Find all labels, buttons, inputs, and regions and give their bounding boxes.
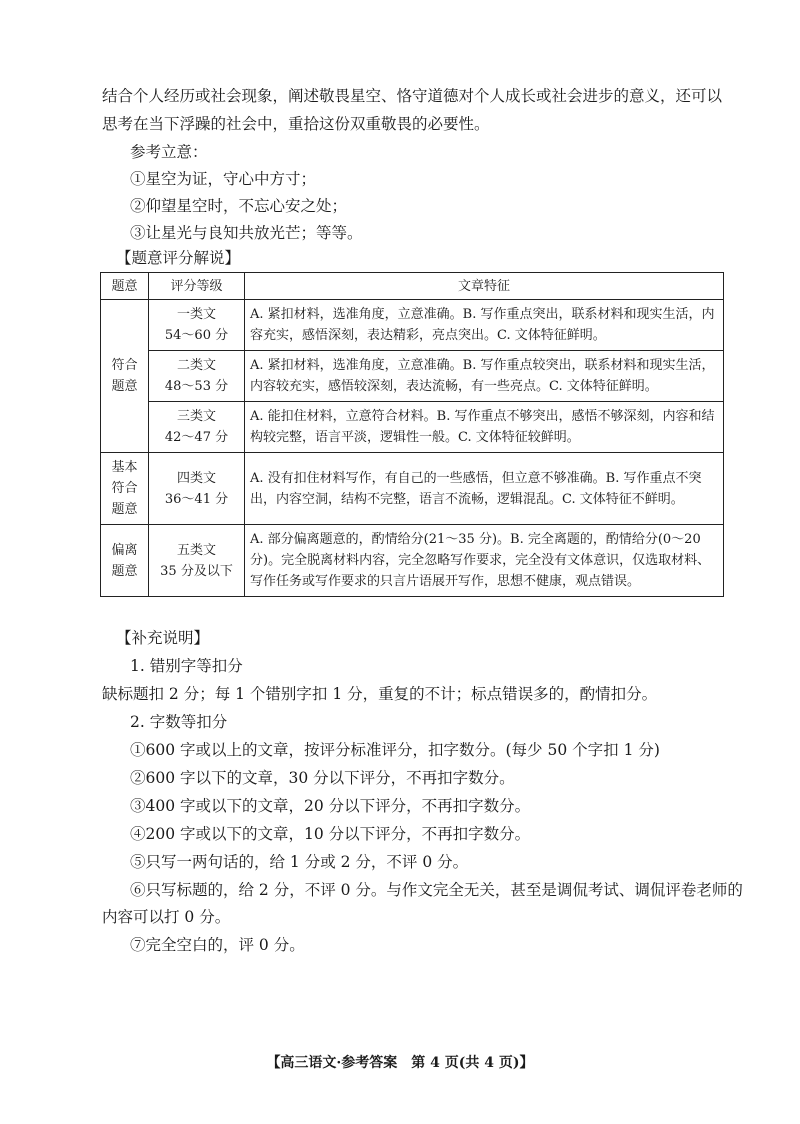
supplement-item-5: ⑤只写一两句话的，给 1 分或 2 分，不评 0 分。 [130, 853, 469, 871]
grade-cell: 二类文 48～53 分 [149, 351, 245, 402]
features-cell: A. 能扣住材料，立意符合材料。B. 写作重点不够突出，感悟不够深刻，内容和结构较完整，语言平淡，逻辑性一般。C. 文体特征较鲜明。 [245, 402, 724, 453]
header-features: 文章特征 [245, 273, 724, 300]
category-cell: 基本 符合 题意 [101, 453, 149, 525]
page-footer: 【高三语文·参考答案 第 4 页(共 4 页)】 [266, 1055, 534, 1071]
table-row [101, 402, 724, 453]
supplement-title: 【补充说明】 [116, 629, 210, 647]
reference-item-1: ①星空为证，守心中方寸； [130, 170, 317, 188]
header-grade: 评分等级 [149, 273, 245, 300]
reference-title: 参考立意： [130, 143, 208, 161]
grade-cell: 一类文 54～60 分 [149, 300, 245, 351]
features-cell: A. 部分偏离题意的，酌情给分(21～35 分)。B. 完全离题的，酌情给分(0～20 分)。完全脱离材料内容，完全忽略写作要求，完全没有文体意识，仅选取材料、写作任务或写作要求的只言片语展开写作，思想不健康，观点错误。 [245, 525, 724, 597]
table-row [101, 525, 724, 597]
grade-cell: 五类文 35 分及以下 [149, 525, 245, 597]
features-cell: A. 没有扣住材料写作，有自己的一些感悟，但立意不够准确。B. 写作重点不突出，内容空洞，结构不完整，语言不流畅，逻辑混乱。C. 文体特征不鲜明。 [245, 453, 724, 525]
supplement-item-6-line-1: ⑥只写标题的，给 2 分，不评 0 分。与作文完全无关，甚至是调侃考试、调侃评卷老师的 [130, 881, 743, 899]
supplement-sub2-title: 2. 字数等扣分 [130, 713, 228, 731]
intro-line-2: 思考在当下浮躁的社会中，重拾这份双重敬畏的必要性。 [102, 115, 490, 133]
features-cell: A. 紧扣材料，选准角度，立意准确。B. 写作重点突出，联系材料和现实生活，内容充实，感悟深刻，表达精彩，亮点突出。C. 文体特征鲜明。 [245, 300, 724, 351]
reference-item-3: ③让星光与良知共放光芒；等等。 [130, 224, 363, 242]
reference-item-2: ②仰望星空时，不忘心安之处； [130, 197, 348, 215]
table-row [101, 351, 724, 402]
supplement-item-2: ②600 字以下的文章，30 分以下评分，不再扣字数分。 [130, 769, 515, 787]
intro-line-1: 结合个人经历或社会现象，阐述敬畏星空、恪守道德对个人成长或社会进步的意义，还可以 [102, 87, 723, 105]
grade-cell: 三类文 42～47 分 [149, 402, 245, 453]
scoring-table [100, 272, 724, 597]
supplement-sub1-title: 1. 错别字等扣分 [130, 657, 243, 675]
supplement-item-4: ④200 字或以下的文章，10 分以下评分，不再扣字数分。 [130, 825, 531, 843]
supplement-item-7: ⑦完全空白的，评 0 分。 [130, 936, 305, 954]
features-cell: A. 紧扣材料，选准角度，立意准确。B. 写作重点较突出，联系材料和现实生活，内容较充实，感悟较深刻，表达流畅，有一些亮点。C. 文体特征鲜明。 [245, 351, 724, 402]
table-row [101, 300, 724, 351]
supplement-item-6-line-2: 内容可以打 0 分。 [102, 908, 231, 926]
category-cell: 符合 题意 [101, 300, 149, 453]
scoring-title: 【题意评分解说】 [116, 249, 241, 267]
supplement-item-3: ③400 字或以下的文章，20 分以下评分，不再扣字数分。 [130, 797, 531, 815]
category-cell: 偏离 题意 [101, 525, 149, 597]
table-row [101, 453, 724, 525]
supplement-sub1-text: 缺标题扣 2 分；每 1 个错别字扣 1 分，重复的不计；标点错误多的，酌情扣分。 [102, 685, 658, 703]
supplement-item-1: ①600 字或以上的文章，按评分标准评分，扣字数分。(每少 50 个字扣 1 分) [130, 741, 660, 759]
table-header-row [101, 273, 724, 300]
header-topic: 题意 [101, 273, 149, 300]
grade-cell: 四类文 36～41 分 [149, 453, 245, 525]
